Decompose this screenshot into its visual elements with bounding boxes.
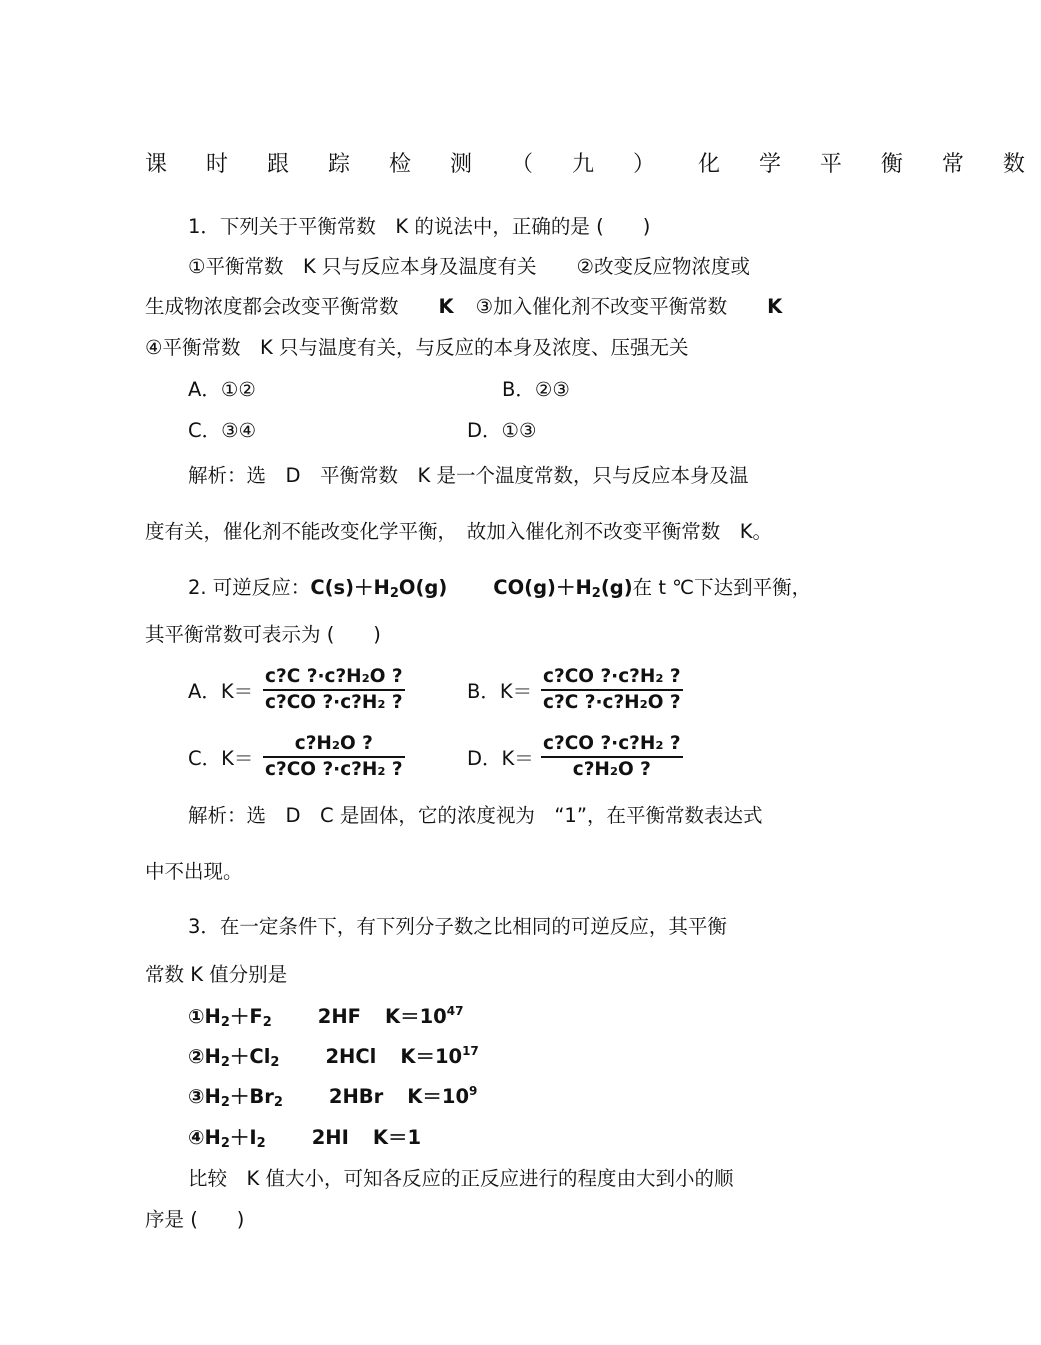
q3-r4-sub2: 2	[256, 1136, 266, 1151]
q3-r4-sub1: 2	[220, 1136, 230, 1151]
q1-option-a: A．①②	[188, 378, 256, 401]
q2-option-b-label: B．K＝	[467, 680, 533, 703]
q2-option-a-fraction	[263, 665, 405, 715]
q2-option-b-fraction	[541, 665, 683, 715]
q3-r1-sub1: 2	[220, 1015, 230, 1030]
q2-option-c-numerator: c?H₂O ?	[294, 733, 373, 754]
q1-k-symbol-2: K	[767, 295, 783, 318]
q2-stem-prefix: 2. 可逆反应：	[188, 576, 311, 599]
q2-option-b-numerator: c?CO ?·c?H₂ ?	[543, 666, 681, 687]
q3-r4-k: K＝1	[372, 1126, 422, 1149]
q3-r1-product: 2HF	[317, 1005, 361, 1028]
q2-products	[493, 576, 632, 599]
q3-r3-exponent: 9	[469, 1084, 478, 1098]
q3-compare-line1: 比较 K 值大小，可知各反应的正反应进行的程度由大到小的顺	[188, 1167, 734, 1190]
q3-r2-reactant2: ＋Cl	[229, 1045, 271, 1068]
q2-product-subscript: 2	[591, 586, 601, 601]
q3-r3-product: 2HBr	[328, 1085, 384, 1108]
q3-r1-exponent: 47	[446, 1004, 464, 1018]
q2-option-d-numerator: c?CO ?·c?H₂ ?	[543, 733, 681, 754]
q3-r1-sub2: 2	[262, 1015, 272, 1030]
q2-reactants-text-2: O(g)	[398, 576, 448, 599]
q2-option-c-label: C．K＝	[188, 747, 254, 770]
q3-compare-line2: 序是 ( )	[145, 1208, 245, 1231]
q3-r4-product: 2HI	[311, 1126, 349, 1149]
q3-reaction-3	[188, 1084, 878, 1110]
q2-option-d-denominator: c?H₂O ?	[572, 758, 651, 780]
q3-reaction-2	[188, 1044, 878, 1070]
q3-r3-reactant2: ＋Br	[229, 1085, 274, 1108]
q2-option-a-numerator: c?C ?·c?H₂O ?	[265, 666, 403, 687]
q2-reactants	[310, 576, 447, 599]
q1-option-b: B．②③	[502, 378, 570, 401]
q1-option-d: D．①③	[467, 419, 537, 442]
q1-statement-2a: ②改变反应物浓度或	[576, 255, 750, 278]
q1-answer-line2: 度有关，催化剂不能改变化学平衡， 故加入催化剂不改变平衡常数 K。	[145, 520, 773, 543]
q3-r1-reactant: ①H	[188, 1005, 221, 1028]
q3-r3-reactant: ③H	[188, 1085, 221, 1108]
q3-reaction-4	[188, 1125, 878, 1151]
q3-r2-sub1: 2	[220, 1055, 230, 1070]
q3-reaction-1	[188, 1004, 878, 1030]
page-title: 课 时 跟 踪 检 测 （ 九 ） 化 学 平 衡 常 数	[145, 152, 1041, 177]
q3-r4-reactant2: ＋I	[229, 1126, 257, 1149]
q1-answer-line1: 解析：选 D 平衡常数 K 是一个温度常数，只与反应本身及温	[188, 464, 749, 487]
q3-r2-sub2: 2	[270, 1055, 280, 1070]
q2-stem-suffix: 在 t ℃下达到平衡，	[632, 576, 812, 599]
q3-r3-sub2: 2	[273, 1095, 283, 1110]
q1-statement-3: ③加入催化剂不改变平衡常数	[475, 295, 728, 318]
q2-answer-line2: 中不出现。	[145, 860, 243, 883]
q2-stem	[188, 575, 878, 601]
q3-r3-sub1: 2	[220, 1095, 230, 1110]
q2-reactants-text: C(s)＋H	[310, 576, 390, 599]
q2-option-c-fraction	[263, 732, 405, 782]
q1-statement-1: ①平衡常数 K 只与反应本身及温度有关	[188, 255, 537, 278]
q2-option-a-label: A．K＝	[188, 680, 254, 703]
q2-stem-line2: 其平衡常数可表示为 ( )	[145, 623, 381, 646]
q3-stem-line2: 常数 K 值分别是	[145, 963, 288, 986]
q2-answer-line1: 解析：选 D C 是固体，它的浓度视为 “1”，在平衡常数表达式	[188, 804, 763, 827]
q3-stem-line1: 3．在一定条件下，有下列分子数之比相同的可逆反应，其平衡	[188, 915, 727, 938]
q3-r2-product: 2HCl	[325, 1045, 377, 1068]
q1-stem: 1．下列关于平衡常数 K 的说法中，正确的是 ( )	[188, 215, 651, 238]
q1-statement-line2	[145, 294, 835, 320]
q2-products-text-2: (g)	[600, 576, 633, 599]
q3-r2-reactant: ②H	[188, 1045, 221, 1068]
q1-statement-4: ④平衡常数 K 只与温度有关，与反应的本身及浓度、压强无关	[145, 336, 689, 359]
q3-r1-reactant2: ＋F	[229, 1005, 263, 1028]
q1-k-symbol: K	[438, 295, 454, 318]
q2-option-d-label: D．K＝	[467, 747, 534, 770]
q3-r4-reactant: ④H	[188, 1126, 221, 1149]
q3-r1-k: K＝10	[384, 1005, 447, 1028]
q1-option-c: C．③④	[188, 419, 257, 442]
q2-option-b-denominator: c?C ?·c?H₂O ?	[543, 691, 681, 713]
q2-option-d-fraction	[541, 732, 683, 782]
q2-products-text: CO(g)＋H	[493, 576, 592, 599]
q1-statement-2b: 生成物浓度都会改变平衡常数	[145, 295, 399, 318]
q2-option-a-denominator: c?CO ?·c?H₂ ?	[265, 691, 403, 713]
q1-statement-line1	[188, 254, 878, 280]
q3-r2-exponent: 17	[462, 1044, 479, 1058]
q2-reactant-subscript: 2	[389, 586, 399, 601]
q2-option-c-denominator: c?CO ?·c?H₂ ?	[265, 758, 403, 780]
q3-r2-k: K＝10	[400, 1045, 463, 1068]
q3-r3-k: K＝10	[407, 1085, 470, 1108]
